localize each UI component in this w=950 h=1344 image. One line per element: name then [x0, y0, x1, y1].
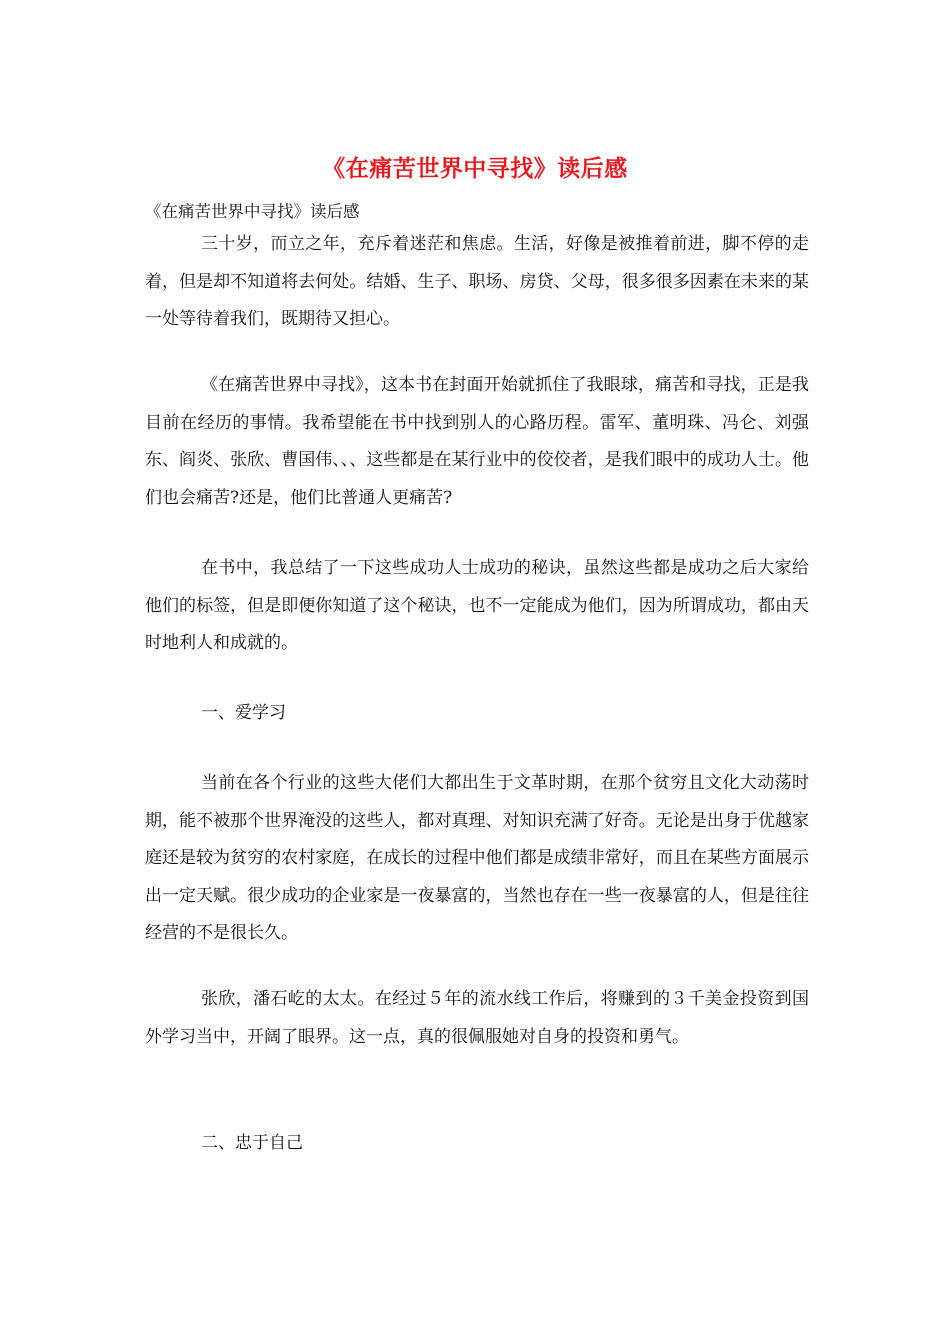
paragraph-book: 《在痛苦世界中寻找》，这本书在封面开始就抓住了我眼球，痛苦和寻找，正是我目前在经历的事情。我希望能在书中找到别人的心路历程。雷军、董明珠、冯仑、刘强东、阎炎、张欣、曹国伟、、、这些都是在某行业中的佼佼者，是我们眼中的成功人士。他们也会痛苦?还是，他们比普通人更痛苦?: [145, 375, 809, 508]
paragraph-summary: 在书中，我总结了一下这些成功人士成功的秘诀，虽然这些都是成功之后大家给他们的标签，但是即便你知道了这个秘诀，也不一定能成为他们，因为所谓成功，都由天时地利人和成就的。: [145, 558, 809, 653]
section-heading-2: 二、忠于自己: [201, 1133, 303, 1153]
document-subtitle: 《在痛苦世界中寻找》读后感: [145, 202, 360, 221]
paragraph-learning: 当前在各个行业的这些大佬们大都出生于文革时期，在那个贫穷且文化大动荡时期，能不被那个世界淹没的这些人，都对真理、对知识充满了好奇。无论是出身于优越家庭还是较为贫穷的农村家庭，在成长的过程中他们都是成绩非常好，而且在某些方面展示出一定天赋。很少成功的企业家是一夜暴富的，当然也存在一些一夜暴富的人，但是往往经营的不是很长久。: [145, 773, 809, 943]
document-title: 《在痛苦世界中寻找》读后感: [322, 155, 628, 182]
paragraph-zhangxin: 张欣，潘石屹的太太。在经过５年的流水线工作后，将赚到的３千美金投资到国外学习当中，开阔了眼界。这一点，真的很佩服她对自身的投资和勇气。: [145, 989, 809, 1047]
paragraph-intro: 三十岁，而立之年，充斥着迷茫和焦虑。生活，好像是被推着前进，脚不停的走着，但是却不知道将去何处。结婚、生子、职场、房贷、父母，很多很多因素在未来的某一处等待着我们，既期待又担心。: [145, 234, 809, 329]
section-heading-1: 一、爱学习: [201, 703, 286, 723]
